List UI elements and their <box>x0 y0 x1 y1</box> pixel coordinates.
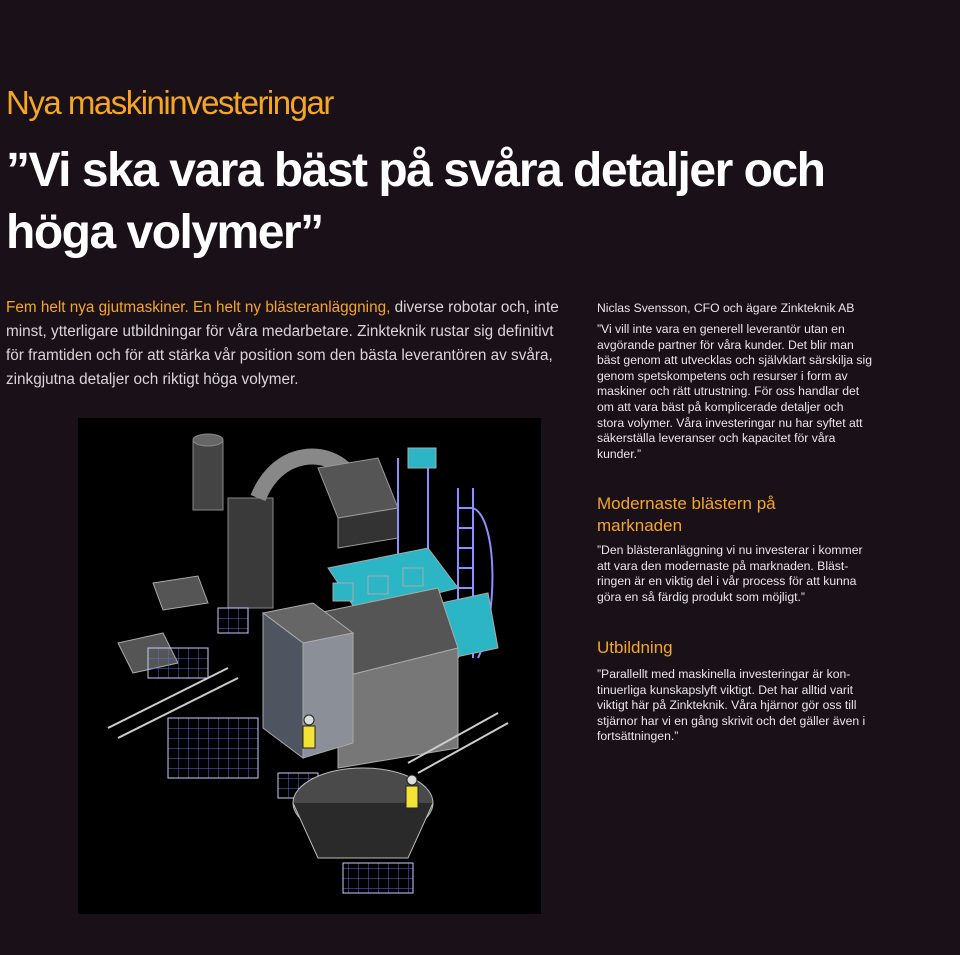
filter-unit <box>318 458 398 548</box>
intro-paragraph <box>6 296 566 392</box>
machine-illustration <box>78 418 541 914</box>
quote-text: ”Vi vill inte vara en generell leverantör utan en avgörande partner för våra kunder. Det blir man bäst genom att utvecklas och självklart särskilja sig genom spetskompetens och resurser i form av maskiner och rätt utrustning. För oss handlar det om att vara bäst på komplicerade detaljer och stora volymer. Våra investeringar nu har syftet att säkerställa leveranser och kapacitet för våra kunder.” <box>597 322 873 461</box>
byline: Niclas Svensson, CFO och ägare Zinkteknik AB <box>597 301 855 315</box>
subheading-blast: Modernaste blästern på marknaden <box>597 494 776 535</box>
intro-highlight: Fem helt nya gjutmaskiner. En helt ny blästeranläggning, <box>6 299 391 316</box>
headline: ”Vi ska vara bäst på svåra detaljer och höga volymer” <box>6 144 825 259</box>
subheading-education: Utbildning <box>597 638 673 657</box>
machine-drawing <box>78 418 541 914</box>
cyclone-tower <box>193 434 273 608</box>
education-text: ”Parallellt med maskinella investeringar är kon-tinuerliga kunskapslyft viktigt. Det har alltid varit viktigt här på Zinkteknik. Våra hjärnor gör oss till stjärnor har vi en gång skrivit och det gäller även i fortsättningen.” <box>597 667 866 744</box>
intro-text: diverse robotar och, inte minst, ytterligare utbildningar för våra medarbetare. Zinkteknik rustar sig definitivt för framtiden och för att stärka vår position som den bästa leverantören av svåra, zinkgjutna detaljer och riktigt höga volymer. <box>6 299 559 388</box>
section-label: Nya maskininvesteringar <box>6 84 333 121</box>
blast-text: ”Den blästeranläggning vi nu investerar i kommer att vara den modernaste på marknaden. Bläst-ringen är en viktig del i vår process för att kunna göra en så färdig produkt som möjligt.” <box>597 543 863 604</box>
sidebar-quote <box>597 300 872 462</box>
